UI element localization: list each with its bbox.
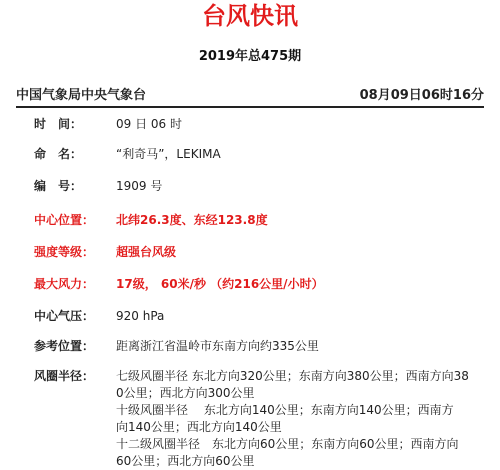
row-value: 距离浙江省温岭市东南方向约335公里: [116, 339, 319, 353]
issue-number: 2019年总475期: [198, 49, 302, 64]
wind-circle-line: 0公里；西北方向300公里: [116, 386, 255, 400]
row-label: 最大风力：: [34, 277, 95, 291]
wind-circle-line: 七级风圈半径 东北方向320公里；东南方向380公里；西南方向38: [116, 369, 469, 383]
row-center-position: [34, 212, 474, 228]
row-pressure: [34, 308, 474, 324]
row-label: 中心气压：: [34, 309, 95, 323]
row-label: 风圈半径：: [34, 369, 95, 383]
row-value: 17级， 60米/秒 （约216公里/小时）: [116, 277, 324, 291]
header-bar: [16, 80, 484, 108]
wind-circle-line: 向140公里；西北方向140公里: [116, 420, 282, 434]
row-max-wind: [34, 276, 474, 292]
row-number: [34, 178, 474, 194]
row-value: 北纬26.3度、东经123.8度: [116, 213, 268, 227]
row-wind-circle: [34, 368, 474, 470]
row-value: 09 日 06 时: [116, 117, 182, 131]
row-value: 920 hPa: [116, 309, 165, 323]
row-label: 参考位置：: [34, 339, 95, 353]
issue-timestamp: 08月09日06时16分: [359, 87, 484, 103]
row-value: “利奇马”，LEKIMA: [116, 147, 221, 161]
row-label: 时 间：: [34, 117, 83, 131]
wind-circle-lines: [116, 368, 474, 470]
page-title: 台风快讯: [202, 2, 298, 30]
row-intensity: [34, 244, 474, 260]
row-label: 强度等级：: [34, 245, 95, 259]
issuing-organization: 中国气象局中央气象台: [16, 87, 147, 103]
row-name: [34, 146, 474, 162]
row-value: 超强台风级: [116, 245, 177, 259]
row-label: 中心位置：: [34, 213, 95, 227]
row-time: [34, 116, 474, 132]
row-reference-position: [34, 338, 474, 354]
wind-circle-line: 十二级风圈半径 东北方向60公里；东南方向60公里；西南方向: [116, 437, 459, 451]
wind-circle-line: 60公里；西北方向60公里: [116, 454, 255, 468]
row-label: 编 号：: [34, 179, 83, 193]
row-label: 命 名：: [34, 147, 83, 161]
wind-circle-line: 十级风圈半径 东北方向140公里；东南方向140公里；西南方: [116, 403, 454, 417]
row-value: 1909 号: [116, 179, 163, 193]
